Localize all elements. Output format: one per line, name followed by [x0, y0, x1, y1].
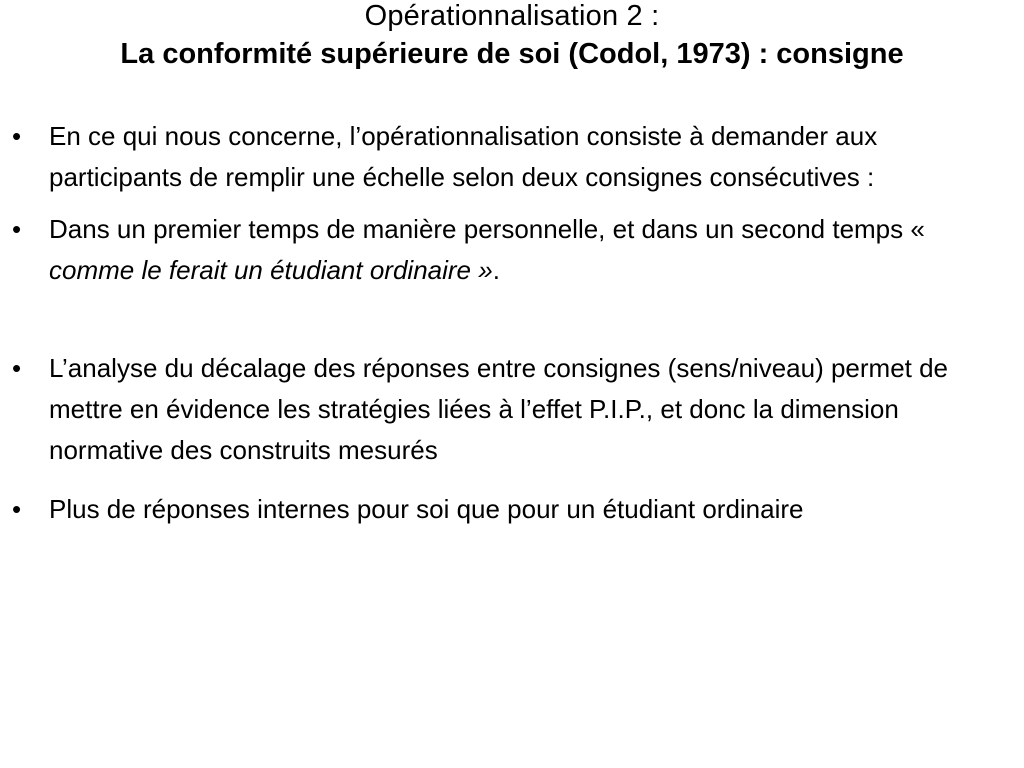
- bullet-item: [0, 116, 1024, 198]
- title-line-2: La conformité supérieure de soi (Codol, 1973) : consigne: [120, 38, 904, 70]
- bullet-text: En ce qui nous concerne, l’opérationnalisation consiste à demander aux participants de remplir une échelle selon deux consignes consécutives :: [49, 121, 878, 192]
- bullet-text: [49, 214, 925, 285]
- bullet-item: [0, 489, 1024, 530]
- bullet-text-italic: comme le ferait un étudiant ordinaire »: [49, 255, 493, 285]
- bullet-point-icon: •: [12, 494, 22, 524]
- bullet-text: Plus de réponses internes pour soi que pour un étudiant ordinaire: [49, 494, 804, 524]
- bullet-text-part: Dans un premier temps de manière personnelle, et dans un second temps «: [49, 214, 925, 244]
- bullet-list: [0, 116, 1024, 530]
- bullet-item: [0, 209, 1024, 291]
- title-line-1: Opérationnalisation 2 :: [364, 0, 660, 32]
- bullet-point-icon: •: [12, 121, 22, 151]
- bullet-item: [0, 348, 1024, 471]
- bullet-point-icon: •: [12, 214, 22, 244]
- bullet-text-part: .: [492, 255, 500, 285]
- slide-title: [0, 0, 1024, 74]
- bullet-text: L’analyse du décalage des réponses entre consignes (sens/niveau) permet de mettre en évidence les stratégies liées à l’effet P.I.P., et donc la dimension normative des construits mesurés: [49, 353, 949, 465]
- bullet-point-icon: •: [12, 353, 22, 383]
